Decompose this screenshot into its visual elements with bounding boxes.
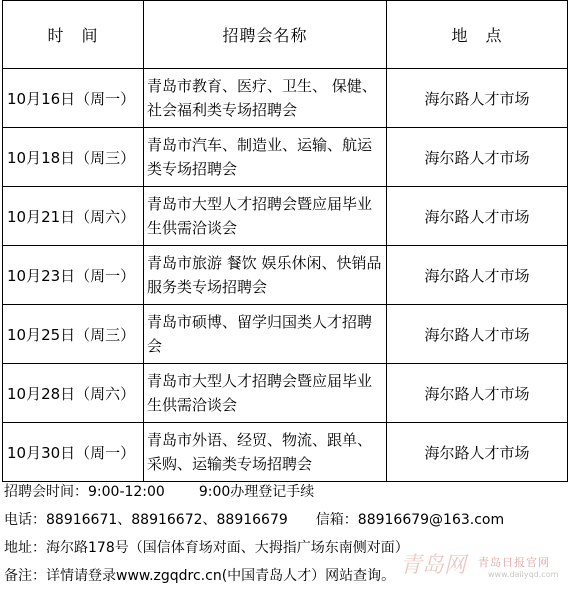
watermark xyxy=(400,548,565,588)
table-row xyxy=(3,364,568,423)
watermark-text: 青岛日报官网 xyxy=(478,556,550,569)
fair-time-value: 9:00-12:00 xyxy=(88,484,165,500)
note-value: 详情请登录www.zgqdrc.cn(中国青岛人才）网站查询。 xyxy=(46,568,396,584)
row-location: 海尔路人才市场 xyxy=(387,69,568,128)
table-header-row xyxy=(3,1,568,69)
mail-label: 信箱： xyxy=(315,512,358,528)
table-row xyxy=(3,246,568,305)
row-fair-name: 青岛市外语、经贸、物流、跟单、采购、运输类专场招聘会 xyxy=(144,423,387,482)
row-location: 海尔路人才市场 xyxy=(387,364,568,423)
row-location: 海尔路人才市场 xyxy=(387,305,568,364)
watermark-logo: 青岛网 xyxy=(400,553,467,578)
row-date: 10月30日（周一） xyxy=(3,423,144,482)
fair-time-label: 招聘会时间： xyxy=(4,484,88,500)
fair-time-note: 9:00办理登记手续 xyxy=(198,484,315,500)
address-value: 海尔路178号（国信体育场对面、大拇指广场东南侧对面） xyxy=(46,540,409,556)
row-location: 海尔路人才市场 xyxy=(387,423,568,482)
phone-label: 电话： xyxy=(4,512,46,528)
header-location: 地 点 xyxy=(387,1,568,69)
row-date: 10月16日（周一） xyxy=(3,69,144,128)
address-label: 地址： xyxy=(4,540,46,556)
row-location: 海尔路人才市场 xyxy=(387,187,568,246)
row-date: 10月25日（周三） xyxy=(3,305,144,364)
contact-line xyxy=(4,506,564,534)
row-date: 10月23日（周一） xyxy=(3,246,144,305)
row-fair-name: 青岛市汽车、制造业、运输、航运类专场招聘会 xyxy=(144,128,387,187)
row-location: 海尔路人才市场 xyxy=(387,246,568,305)
row-date: 10月21日（周六） xyxy=(3,187,144,246)
row-fair-name: 青岛市硕博、留学归国类人才招聘会 xyxy=(144,305,387,364)
table-row xyxy=(3,305,568,364)
row-fair-name: 青岛市教育、医疗、卫生、 保健、 社会福利类专场招聘会 xyxy=(144,69,387,128)
fair-time-line xyxy=(4,478,564,506)
table-row xyxy=(3,423,568,482)
header-time: 时 间 xyxy=(3,1,144,69)
watermark-url: www.dailyqd.com xyxy=(488,570,559,579)
mail-value: 88916679@163.com xyxy=(357,512,505,528)
header-fair-name: 招聘会名称 xyxy=(144,1,387,69)
note-label: 备注： xyxy=(4,568,46,584)
recruitment-schedule-table xyxy=(2,0,568,482)
row-fair-name: 青岛市旅游 餐饮 娱乐休闲、快销品服务类专场招聘会 xyxy=(144,246,387,305)
table-row xyxy=(3,69,568,128)
table-row xyxy=(3,187,568,246)
phone-value: 88916671、88916672、88916679 xyxy=(46,512,288,528)
row-date: 10月18日（周三） xyxy=(3,128,144,187)
row-location: 海尔路人才市场 xyxy=(387,128,568,187)
row-date: 10月28日（周六） xyxy=(3,364,144,423)
table-row xyxy=(3,128,568,187)
row-fair-name: 青岛市大型人才招聘会暨应届毕业生供需洽谈会 xyxy=(144,364,387,423)
row-fair-name: 青岛市大型人才招聘会暨应届毕业生供需洽谈会 xyxy=(144,187,387,246)
